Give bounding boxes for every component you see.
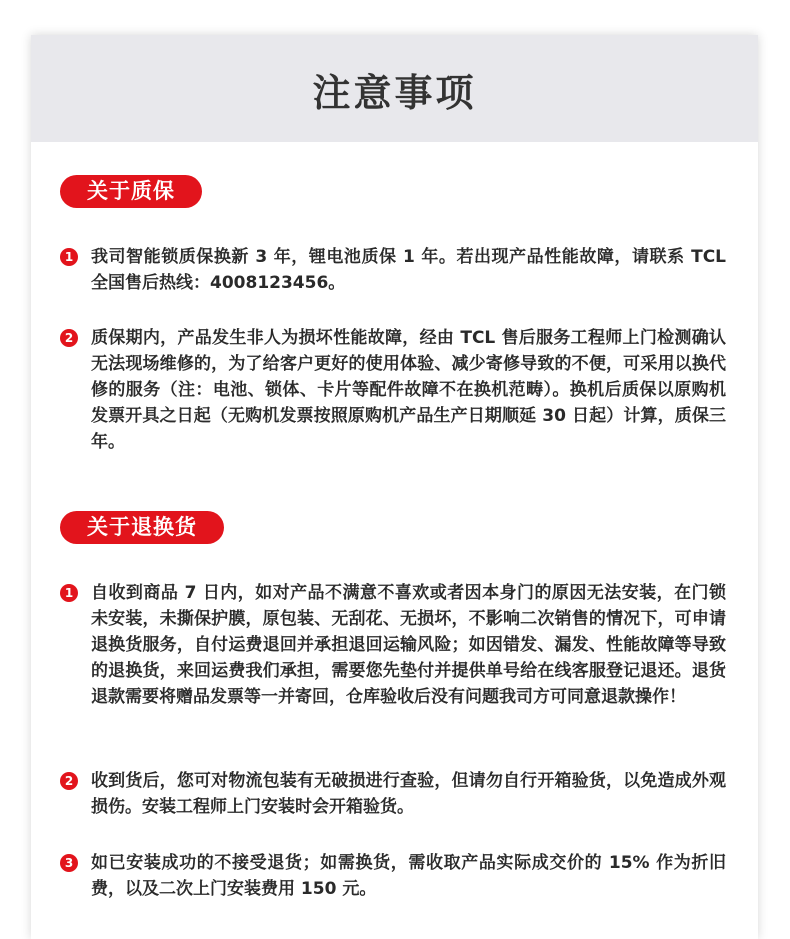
list-item bbox=[60, 580, 726, 710]
number-badge: 1 bbox=[60, 248, 78, 266]
list-item bbox=[60, 850, 726, 902]
number-badge: 2 bbox=[60, 329, 78, 347]
card-header bbox=[31, 35, 758, 142]
number-badge: 1 bbox=[60, 584, 78, 602]
list-item-text: 收到货后，您可对物流包装有无破损进行查验，但请勿自行开箱验货，以免造成外观损伤。安装工程师上门安装时会开箱验货。 bbox=[91, 771, 726, 817]
list-item-text: 如已安装成功的不接受退货；如需换货，需收取产品实际成交价的 15% 作为折旧费，以及二次上门安装费用 150 元。 bbox=[91, 853, 726, 899]
notice-card bbox=[31, 35, 758, 939]
list-item bbox=[60, 244, 726, 296]
section-heading-returns: 关于退换货 bbox=[60, 511, 224, 544]
list-item bbox=[60, 768, 726, 820]
list-item-text: 自收到商品 7 日内，如对产品不满意不喜欢或者因本身门的原因无法安装，在门锁未安装，未撕保护膜，原包装、无刮花、无损坏，不影响二次销售的情况下，可申请退换货服务，自付运费退回并承担退回运输风险；如因错发、漏发、性能故障等导致的退换货，来回运费我们承担，需要您先垫付并提供单号给在线客服登记退还。退货退款需要将赠品发票等一并寄回，仓库验收后没有问题我司方可同意退款操作！ bbox=[91, 583, 726, 707]
section-heading-warranty: 关于质保 bbox=[60, 175, 202, 208]
list-item-text: 我司智能锁质保换新 3 年，锂电池质保 1 年。若出现产品性能故障，请联系 TCL 全国售后热线：4008123456。 bbox=[91, 247, 726, 293]
number-badge: 3 bbox=[60, 854, 78, 872]
list-item-text: 质保期内，产品发生非人为损坏性能故障，经由 TCL 售后服务工程师上门检测确认无法现场维修的，为了给客户更好的使用体验、减少寄修导致的不便，可采用以换代修的服务（注：电池、锁体、卡片等配件故障不在换机范畴）。换机后质保以原购机发票开具之日起（无购机发票按照原购机产品生产日期顺延 30 日起）计算，质保三年。 bbox=[91, 328, 726, 452]
list-item bbox=[60, 325, 726, 455]
number-badge: 2 bbox=[60, 772, 78, 790]
page-title: 注意事项 bbox=[312, 71, 477, 115]
